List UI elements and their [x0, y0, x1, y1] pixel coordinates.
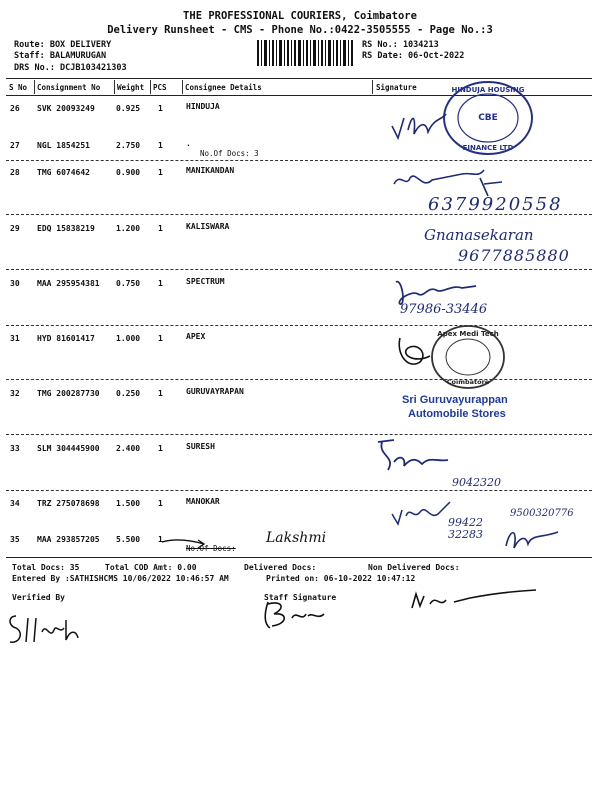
handwritten-name: Lakshmi	[266, 530, 327, 546]
row-sno: 28	[10, 168, 20, 177]
total-docs: Total Docs: 35	[12, 563, 80, 572]
row-pcs: 1	[158, 141, 163, 150]
row-note: No.Of Docs:	[186, 544, 236, 553]
handwritten-phone: 6379920558	[428, 194, 563, 215]
verified-by-label: Verified By	[12, 593, 65, 602]
col-signature: Signature	[376, 83, 417, 92]
handwritten-phone: 9042320	[452, 476, 501, 489]
row-pcs: 1	[158, 279, 163, 288]
handwritten-name: Gnanasekaran	[424, 226, 534, 244]
entered-by: Entered By :SATHISHCMS 10/06/2022 10:46:57 AM	[12, 574, 229, 583]
column-divider	[182, 80, 183, 94]
verifier-signature	[6, 612, 86, 648]
row-consignee: MANOKAR	[186, 497, 220, 506]
row-pcs: 1	[158, 535, 163, 544]
col-consignee: Consignee Details	[185, 83, 262, 92]
rs-number: RS No.: 1034213	[362, 40, 439, 50]
row-weight: 1.200	[116, 224, 141, 233]
column-divider	[34, 80, 35, 94]
delivered-docs: Delivered Docs:	[244, 563, 317, 572]
handwritten-phone: 99422	[448, 516, 483, 529]
row-sno: 30	[10, 279, 20, 288]
row-weight: 2.400	[116, 444, 141, 453]
row-divider	[6, 160, 592, 161]
table-bottom-rule	[6, 557, 592, 558]
row-sno: 33	[10, 444, 20, 453]
row-consignment: TMG 200287730	[37, 389, 100, 398]
apex-stamp	[428, 322, 508, 392]
row-pcs: 1	[158, 168, 163, 177]
row-consignment: EDQ 15838219	[37, 224, 95, 233]
row-consignee: KALISWARA	[186, 222, 230, 231]
stamp-text: Apex Medi Tech	[437, 330, 499, 338]
rs-date: RS Date: 06-Oct-2022	[362, 51, 465, 61]
stamp-guruvayurappan-line1: Sri Guruvayurappan	[402, 394, 508, 406]
column-divider	[114, 80, 115, 94]
row-consignment: SLM 304445900	[37, 444, 100, 453]
col-pcs: PCS	[153, 83, 167, 92]
staff-signature	[262, 598, 332, 632]
row-sno: 26	[10, 104, 20, 113]
signature-mark	[390, 108, 460, 144]
row-note: No.Of Docs: 3	[200, 149, 259, 158]
row-weight: 0.250	[116, 389, 141, 398]
row-consignment: HYD 81601417	[37, 334, 95, 343]
barcode-icon	[257, 40, 355, 66]
row-divider	[6, 434, 592, 435]
signature-mark	[374, 436, 454, 476]
row-sno: 31	[10, 334, 20, 343]
col-consignment: Consignment No	[37, 83, 101, 92]
row-consignment: TMG 6074642	[37, 168, 90, 177]
row-consignment: MAA 293857205	[37, 535, 100, 544]
staff-signature-label: Staff Signature	[264, 593, 337, 602]
col-weight: Weight	[117, 83, 145, 92]
row-pcs: 1	[158, 444, 163, 453]
row-divider	[6, 269, 592, 270]
row-weight: 1.000	[116, 334, 141, 343]
row-pcs: 1	[158, 389, 163, 398]
row-pcs: 1	[158, 499, 163, 508]
column-divider	[372, 80, 373, 94]
row-consignee: HINDUJA	[186, 102, 220, 111]
row-consignee: SURESH	[186, 442, 215, 451]
row-pcs: 1	[158, 334, 163, 343]
stamp-text: CBE	[478, 113, 498, 123]
non-delivered-docs: Non Delivered Docs:	[368, 563, 460, 572]
row-consignee: APEX	[186, 332, 206, 341]
drs-number: DRS No.: DCJB103421303	[14, 63, 127, 73]
stamp-text: HINDUJA HOUSING	[451, 86, 525, 94]
row-weight: 0.750	[116, 279, 141, 288]
row-consignment: TRZ 275078698	[37, 499, 100, 508]
handwritten-phone: 9677885880	[458, 246, 570, 265]
row-consignee: SPECTRUM	[186, 277, 225, 286]
total-cod: Total COD Amt: 0.00	[105, 563, 197, 572]
row-sno: 27	[10, 141, 20, 150]
row-sno: 32	[10, 389, 20, 398]
row-weight: 2.750	[116, 141, 141, 150]
signature-mark	[502, 524, 562, 554]
route-label: Route: BOX DELIVERY	[14, 40, 112, 50]
document-title: THE PROFESSIONAL COURIERS, Coimbatore	[183, 10, 417, 22]
handwritten-phone: 9500320776	[510, 508, 574, 519]
handwritten-phone: 32283	[448, 528, 483, 541]
staff-label: Staff: BALAMURUGAN	[14, 51, 107, 61]
handwritten-phone: 97986-33446	[400, 302, 488, 317]
stamp-text: FINANCE LTD	[462, 144, 514, 152]
staff-signature	[410, 588, 540, 612]
arrow-icon	[160, 530, 210, 554]
row-weight: 5.500	[116, 535, 141, 544]
document-subtitle: Delivery Runsheet - CMS - Phone No.:0422-3505555 - Page No.:3	[107, 24, 493, 36]
row-sno: 35	[10, 535, 20, 544]
col-sno: S No	[9, 83, 28, 92]
row-consignee: GURUVAYRAPAN	[186, 387, 244, 396]
row-weight: 1.500	[116, 499, 141, 508]
row-consignee: MANIKANDAN	[186, 166, 235, 175]
signature-mark	[394, 334, 434, 374]
stamp-text: Coimbatore	[446, 378, 490, 386]
row-sno: 29	[10, 224, 20, 233]
stamp-guruvayurappan-line2: Automobile Stores	[408, 408, 506, 420]
row-consignment: NGL 1854251	[37, 141, 90, 150]
row-consignment: MAA 295954381	[37, 279, 100, 288]
row-consignment: SVK 20093249	[37, 104, 95, 113]
row-weight: 0.925	[116, 104, 141, 113]
row-pcs: 1	[158, 104, 163, 113]
printed-on: Printed on: 06-10-2022 10:47:12	[266, 574, 416, 583]
row-sno: 34	[10, 499, 20, 508]
row-pcs: 1	[158, 224, 163, 233]
column-divider	[150, 80, 151, 94]
row-divider	[6, 490, 592, 491]
row-consignee: .	[186, 139, 191, 148]
row-weight: 0.900	[116, 168, 141, 177]
